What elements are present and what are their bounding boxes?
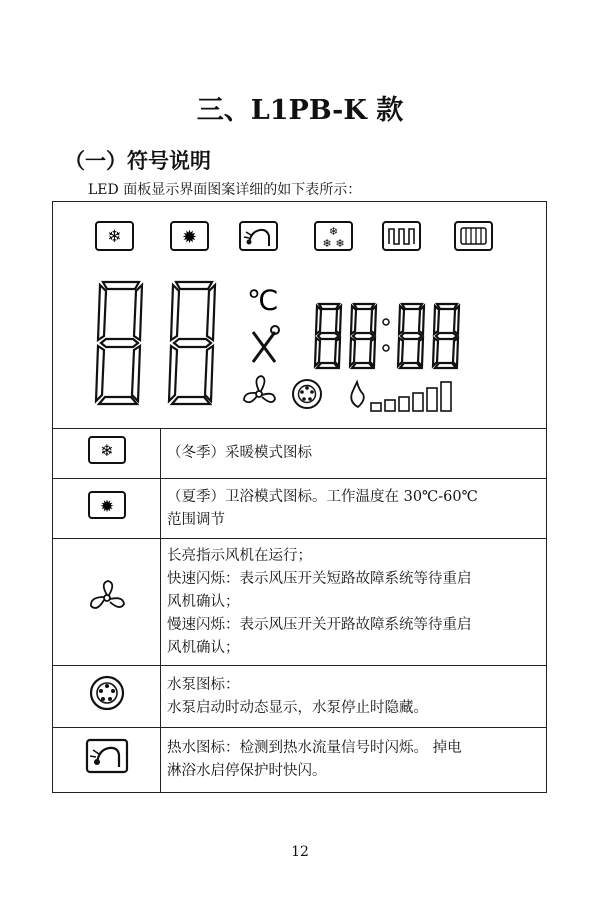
panel-winter-icon — [96, 222, 133, 250]
description-line: （夏季）卫浴模式图标。工作温度在 30℃-60℃ — [167, 488, 478, 505]
svg-text:❄: ❄ — [322, 237, 332, 250]
panel-pump-icon — [293, 380, 321, 408]
svg-text:❄: ❄ — [328, 225, 339, 238]
hot-water-shower-icon — [85, 738, 129, 774]
table-row — [53, 539, 547, 666]
description-line: 热水图标：检测到热水流量信号时闪烁。 掉电 — [167, 740, 462, 756]
description-line: 慢速闪烁：表示风压开关开路故障系统等待重启 — [167, 616, 472, 633]
page-title: 三、L1PB-K 款 — [196, 95, 404, 126]
fan-icon — [87, 578, 127, 618]
description-cell — [161, 539, 547, 666]
icon-cell — [53, 728, 161, 793]
table-row — [53, 429, 547, 479]
led-panel-graphic — [53, 202, 548, 429]
description-cell — [161, 666, 547, 728]
panel-big-digit-2 — [169, 282, 215, 404]
svg-text:❄: ❄ — [99, 440, 114, 460]
description-line: 水泵启动时动态显示，水泵停止时隐藏。 — [167, 699, 428, 716]
svg-text:✹: ✹ — [99, 496, 114, 517]
panel-celsius-symbol: ℃ — [247, 284, 279, 317]
table-row — [53, 728, 547, 793]
description-line: 风机确认； — [167, 593, 240, 610]
panel-floor-heating-icon — [383, 222, 420, 250]
panel-power-level-bars — [371, 382, 451, 411]
icon-cell — [53, 429, 161, 479]
panel-fan-icon — [244, 376, 275, 402]
description-line: 范围调节 — [167, 511, 225, 528]
svg-text:✹: ✹ — [181, 227, 198, 248]
icon-cell — [53, 479, 161, 539]
section-heading: （一）符号说明 — [64, 148, 211, 173]
description-cell — [161, 429, 547, 479]
panel-summer-icon — [171, 222, 208, 250]
svg-text:❄: ❄ — [335, 237, 345, 250]
panel-small-digits — [315, 304, 459, 368]
panel-radiator-icon — [455, 222, 492, 250]
icon-cell — [53, 539, 161, 666]
description-line: 快速闪烁：表示风压开关短路故障系统等待重启 — [167, 570, 472, 587]
description-line: 淋浴水启停保护时快闪。 — [167, 763, 327, 779]
panel-fault-tool-icon — [253, 326, 279, 362]
table-row — [53, 479, 547, 539]
panel-antifreeze-icon — [315, 222, 352, 250]
description-line: 水泵图标： — [167, 676, 240, 693]
svg-text:❄: ❄ — [107, 227, 122, 247]
icon-cell — [53, 666, 161, 728]
page-number: 12 — [291, 844, 309, 860]
summer-bathing-icon — [87, 490, 127, 520]
led-panel-diagram — [52, 201, 547, 428]
panel-shower-icon — [240, 222, 277, 250]
symbol-table — [52, 428, 547, 793]
description-cell — [161, 728, 547, 793]
description-line: 风机确认； — [167, 639, 240, 656]
description-cell — [161, 479, 547, 539]
panel-flame-icon — [351, 382, 364, 407]
description-line: 长亮指示风机在运行； — [167, 547, 312, 564]
panel-big-digit-1 — [96, 282, 142, 404]
winter-heating-icon — [87, 435, 127, 465]
intro-text: LED 面板显示界面图案详细的如下表所示： — [88, 182, 362, 198]
description-line: （冬季）采暖模式图标 — [167, 445, 312, 461]
water-pump-icon — [88, 674, 126, 712]
table-row — [53, 666, 547, 728]
